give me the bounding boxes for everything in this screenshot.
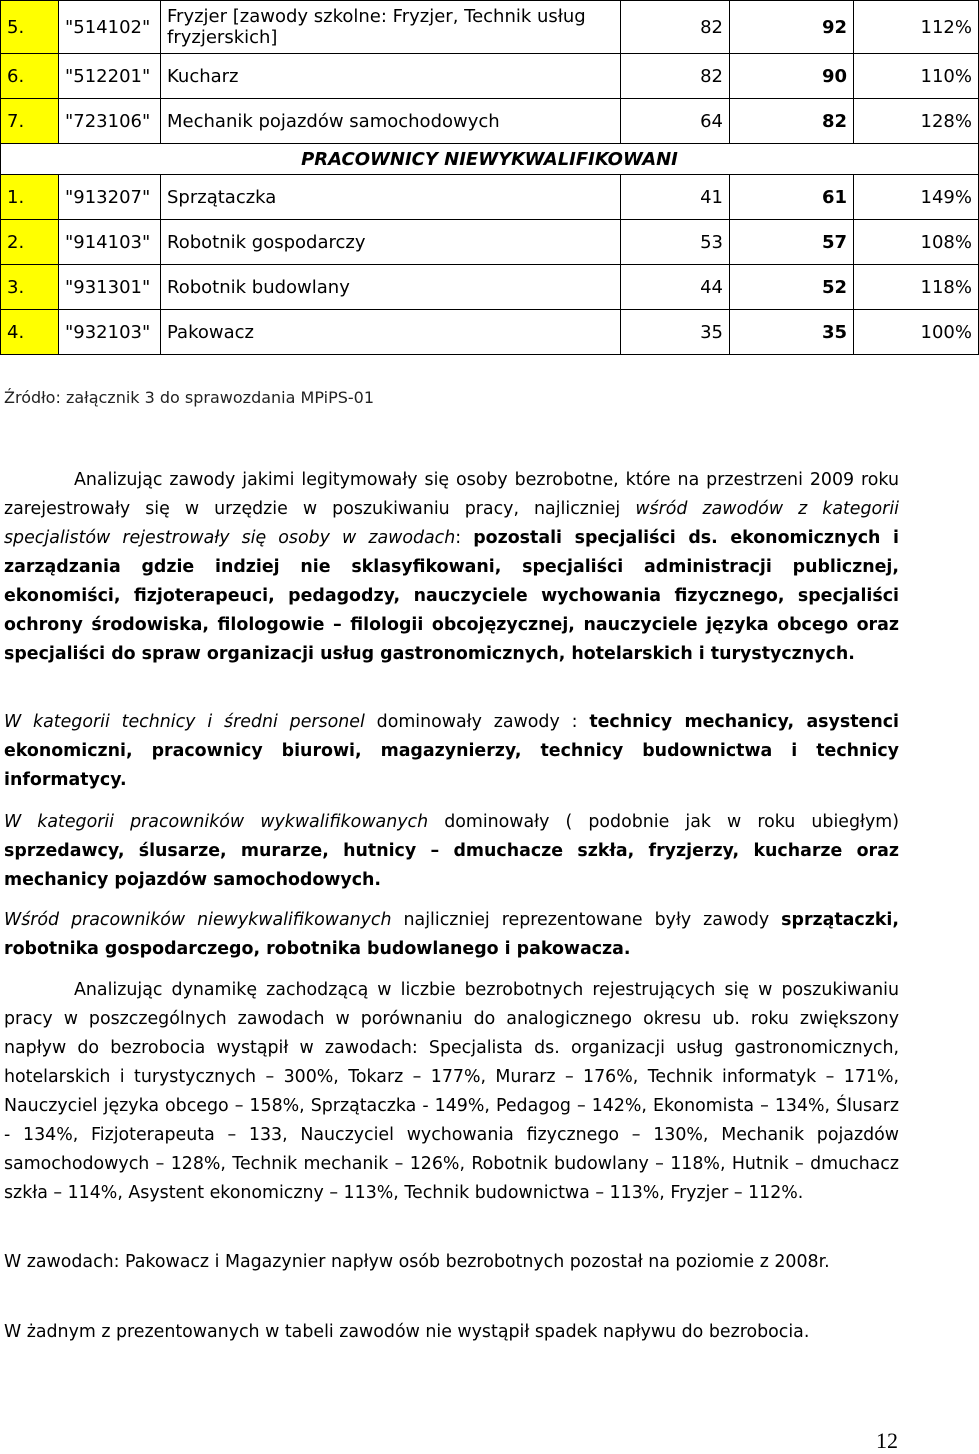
paragraph-technicians <box>4 708 899 795</box>
value-2009: 52 <box>730 265 854 310</box>
table-row <box>1 175 979 220</box>
p2-bold: technicy mechanicy, asystenci ekonomiczni, pracownicy biurowi, magazynierzy, technicy budownictwa i technicy informatycy. <box>4 712 899 790</box>
occupation-name: Mechanik pojazdów samochodowych <box>161 99 621 144</box>
value-2008: 64 <box>621 99 730 144</box>
paragraph-specialists <box>4 466 899 669</box>
p2-text: dominowały zawody : <box>364 712 590 732</box>
occupation-code: "514102" <box>59 1 161 54</box>
value-2009: 90 <box>730 54 854 99</box>
table-row <box>1 1 979 54</box>
occupation-name: Kucharz <box>161 54 621 99</box>
table-row <box>1 54 979 99</box>
row-number: 6. <box>1 54 59 99</box>
p3-text: dominowały ( podobnie jak w roku ubiegłym) <box>428 812 899 832</box>
occupation-code: "913207" <box>59 175 161 220</box>
dynamics-percent: 100% <box>854 310 979 355</box>
value-2008: 41 <box>621 175 730 220</box>
table-row <box>1 99 979 144</box>
row-number: 4. <box>1 310 59 355</box>
occupation-name: Robotnik gospodarczy <box>161 220 621 265</box>
value-2008: 82 <box>621 54 730 99</box>
value-2008: 53 <box>621 220 730 265</box>
occupation-code: "512201" <box>59 54 161 99</box>
occupations-table <box>0 0 979 355</box>
paragraph-dynamics: Analizując dynamikę zachodzącą w liczbie bezrobotnych rejestrujących się w poszukiwaniu pracy w poszczególnych zawodach w porównaniu do analogicznego okresu ub. roku zwiększony napływ do bezrobocia wystąpił w zawodach: Specjalista ds. organizacji usług gastronomicznych, hotelarskich i turystycznych – 300%, Tokarz – 177%, Murarz – 176%, Technik informatyk – 171%, Nauczyciel języka obcego – 158%, Sprzątaczka - 149%, Pedagog – 142%, Ekonomista – 134%, Ślusarz - 134%, Fizjoterapeuta – 133, Nauczyciel wychowania fizycznego – 130%, Mechanik pojazdów samochodowych – 128%, Technik mechanik – 126%, Robotnik budowlany – 118%, Hutnik – dmuchacz szkła – 114%, Asystent ekonomiczny – 113%, Technik budownictwa – 113%, Fryzjer – 112%. <box>4 980 899 1203</box>
row-number: 5. <box>1 1 59 54</box>
occupation-code: "914103" <box>59 220 161 265</box>
p3-italic: W kategorii pracowników wykwalifikowanych <box>4 812 429 832</box>
row-number: 7. <box>1 99 59 144</box>
row-number: 2. <box>1 220 59 265</box>
dynamics-percent: 112% <box>854 1 979 54</box>
dynamics-percent: 118% <box>854 265 979 310</box>
value-2009: 82 <box>730 99 854 144</box>
occupation-name: Fryzjer [zawody szkolne: Fryzjer, Technik usług fryzjerskich] <box>161 1 621 54</box>
value-2009: 35 <box>730 310 854 355</box>
value-2009: 61 <box>730 175 854 220</box>
dynamics-percent: 149% <box>854 175 979 220</box>
occupation-name: Pakowacz <box>161 310 621 355</box>
value-2008: 44 <box>621 265 730 310</box>
row-number: 3. <box>1 265 59 310</box>
table-row <box>1 265 979 310</box>
table-row <box>1 310 979 355</box>
paragraph-stable: W zawodach: Pakowacz i Magazynier napływ osób bezrobotnych pozostał na poziomie z 2008r. <box>4 1252 830 1272</box>
occupation-code: "723106" <box>59 99 161 144</box>
dynamics-percent: 108% <box>854 220 979 265</box>
value-2009: 57 <box>730 220 854 265</box>
p4-text: najliczniej reprezentowane były zawody <box>391 910 782 930</box>
value-2008: 35 <box>621 310 730 355</box>
p4-bold: sprzątaczki, robotnika gospodarczego, robotnika budowlanego i pakowacza. <box>4 910 899 959</box>
p1-text: Analizując zawody jakimi legitymowały się osoby bezrobotne, które na przestrzeni 2009 roku zarejestrowały się w urzędzie w poszukiwaniu pracy, najliczniej <box>4 470 899 519</box>
occupation-name: Robotnik budowlany <box>161 265 621 310</box>
value-2009: 92 <box>730 1 854 54</box>
occupation-code: "931301" <box>59 265 161 310</box>
p1-italic: wśród zawodów z kategorii specjalistów rejestrowały się osoby w zawodach <box>4 499 899 548</box>
paragraph-skilled <box>4 808 899 895</box>
p4-italic: Wśród pracowników niewykwalifikowanych <box>4 910 392 930</box>
dynamics-percent: 128% <box>854 99 979 144</box>
page-number: 12 <box>876 1428 898 1453</box>
dynamics-percent: 110% <box>854 54 979 99</box>
occupation-code: "932103" <box>59 310 161 355</box>
section-row <box>1 144 979 175</box>
p2-italic: W kategorii technicy i średni personel <box>4 712 365 732</box>
paragraph-no-decrease: W żadnym z prezentowanych w tabeli zawodów nie wystąpił spadek napływu do bezrobocia. <box>4 1322 810 1342</box>
table-row <box>1 220 979 265</box>
row-number: 1. <box>1 175 59 220</box>
section-title: PRACOWNICY NIEWYKWALIFIKOWANI <box>1 144 979 175</box>
table-source-note: Źródło: załącznik 3 do sprawozdania MPiPS-01 <box>4 388 374 407</box>
paragraph-unskilled <box>4 906 899 964</box>
value-2008: 82 <box>621 1 730 54</box>
p3-bold: sprzedawcy, ślusarze, murarze, hutnicy – dmuchacze szkła, fryzjerzy, kucharze oraz mechanicy pojazdów samochodowych. <box>4 841 899 890</box>
p1-colon: : <box>455 528 474 548</box>
p1-bold: pozostali specjaliści ds. ekonomicznych i zarządzania gdzie indziej nie sklasyfikowani, specjaliści administracji publicznej, ekonomiści, fizjoterapeuci, pedagodzy, nauczyciele wychowania fizycznego, specjaliści ochrony środowiska, filologowie – filologii obcojęzycznej, nauczyciele języka obcego oraz specjaliści do spraw organizacji usług gastronomicznych, hotelarskich i turystycznych. <box>4 528 899 664</box>
occupation-name: Sprzątaczka <box>161 175 621 220</box>
